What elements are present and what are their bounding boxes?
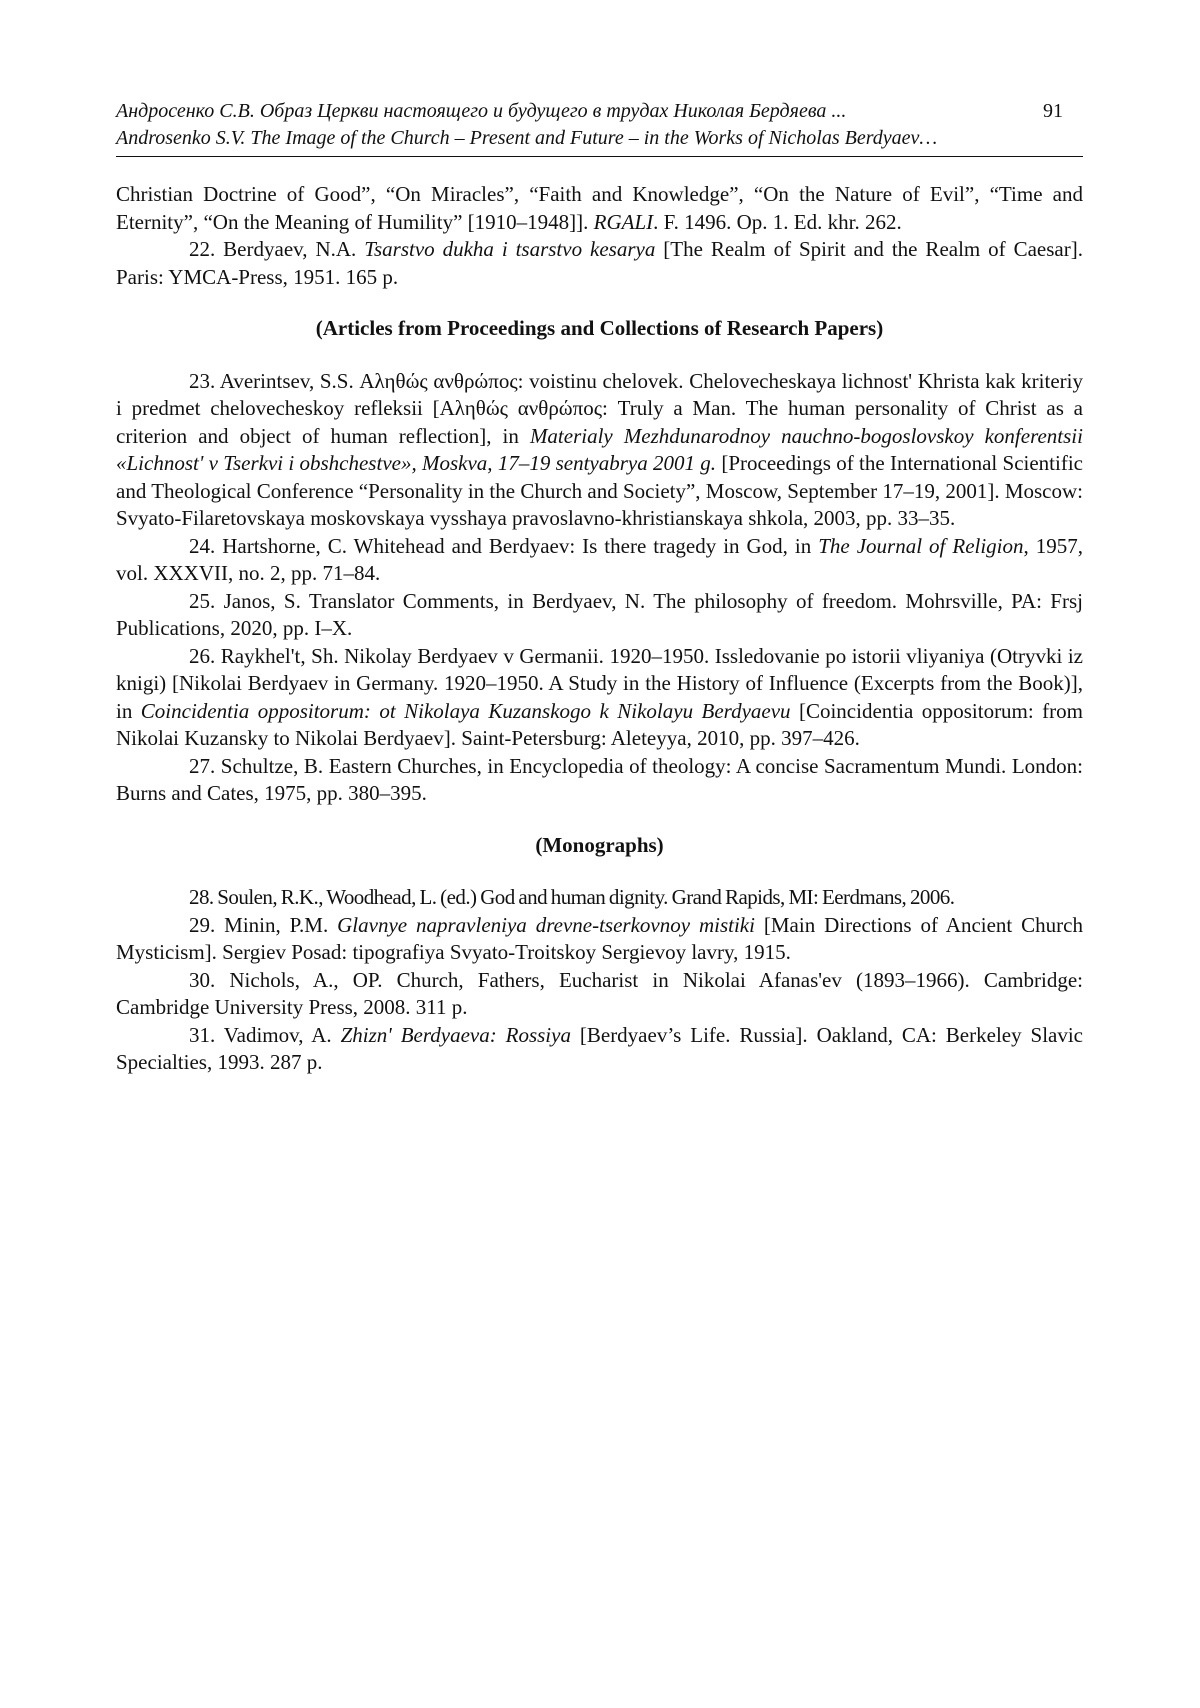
reference-30: 30. Nichols, A., OP. Church, Fathers, Eucharist in Nikolai Afanas'ev (1893–1966). Cambridge: Cambridge University Press, 2008. 311 p.: [116, 967, 1083, 1019]
reference-25: 25. Janos, S. Translator Comments, in Berdyaev, N. The philosophy of freedom. Mohrsville, PA: Frsj Publications, 2020, pp. I–X.: [116, 588, 1083, 640]
reference-28: 28. Soulen, R.K., Woodhead, L. (ed.) God and human dignity. Grand Rapids, MI: Eerdmans, 2006.: [189, 885, 955, 909]
reference-29: 29. Minin, P.M. Glavnye napravleniya drevne-tserkovnoy mistiki [Main Directions of Ancient Church Mysticism]. Sergiev Posad: tipografiya Svyato-Troitskoy Sergievoy lavry, 1915.: [116, 912, 1083, 964]
reference-31: 31. Vadimov, A. Zhizn' Berdyaeva: Rossiya [Berdyaev’s Life. Russia]. Oakland, CA: Berkeley Slavic Specialties, 1993. 287 p.: [116, 1022, 1084, 1074]
references-list: [116, 181, 1083, 1077]
header-title-ru: Андросенко С.В. Образ Церкви настоящего и будущего в трудах Николая Бердяева ...: [116, 100, 847, 122]
reference-22: 22. Berdyaev, N.A. Tsarstvo dukha i tsarstvo kesarya [The Realm of Spirit and the Realm of Caesar]. Paris: YMCA-Press, 1951. 165 p.: [116, 237, 1083, 289]
reference-21-continued: Christian Doctrine of Good”, “On Miracles”, “Faith and Knowledge”, “On the Nature of Evil”, “Time and Eternity”, “On the Meaning of Humility” [1910–1948]]. RGALI. F. 1496. Op. 1. Ed. khr. 262.: [116, 182, 1083, 234]
running-header: [116, 98, 1083, 157]
header-title-en: Androsenko S.V. The Image of the Church – Present and Future – in the Works of Nicholas Berdyaev…: [116, 127, 938, 149]
section-title-articles: (Articles from Proceedings and Collections of Research Papers): [315, 316, 884, 340]
reference-26: 26. Raykhel't, Sh. Nikolay Berdyaev v Germanii. 1920–1950. Issledovanie po istorii vliyaniya (Otryvki iz knigi) [Nikolai Berdyaev in Germany. 1920–1950. A Study in the History of Influence (Excerpts from the Book)], in Coincidentia oppositorum: ot Nikolaya Kuzanskogo k Nikolayu Berdyaevu [Coincidentia oppositorum: from Nikolai Kuzansky to Nikolai Berdyaev]. Saint-Petersburg: Aleteyya, 2010, pp. 397–426.: [116, 643, 1083, 750]
reference-23: 23. Averintsev, S.S. Αληθώς ανθρώπος: voistinu chelovek. Chelovecheskaya lichnost' Khrista kak kriteriy i predmet chelovecheskoy refleksii [Αληθώς ανθρώπος: Truly a Man. The human personality of Christ as a criterion and object of human reflection], in Materialy Mezhdunarodnoy nauchno-bogoslovskoy konferentsii «Lichnost' v Tserkvi i obshchestve», Moskva, 17–19 sentyabrya 2001 g. [Proceedings of the International Scientific and Theological Conference “Personality in the Church and Society”, Moscow, September 17–19, 2001]. Moscow: Svyato-Filaretovskaya moskovskaya vysshaya pravoslavno-khristianskaya shkola, 2003, pp. 33–35.: [116, 368, 1084, 530]
section-title-monographs: (Monographs): [535, 832, 664, 857]
reference-24: 24. Hartshorne, C. Whitehead and Berdyaev: Is there tragedy in God, in The Journal of Religion, 1957, vol. XXXVII, no. 2, pp. 71–84.: [116, 533, 1083, 585]
page-number: 91: [1043, 100, 1063, 122]
reference-27: 27. Schultze, B. Eastern Churches, in Encyclopedia of theology: A concise Sacramentum Mundi. London: Burns and Cates, 1975, pp. 380–395.: [116, 753, 1083, 805]
